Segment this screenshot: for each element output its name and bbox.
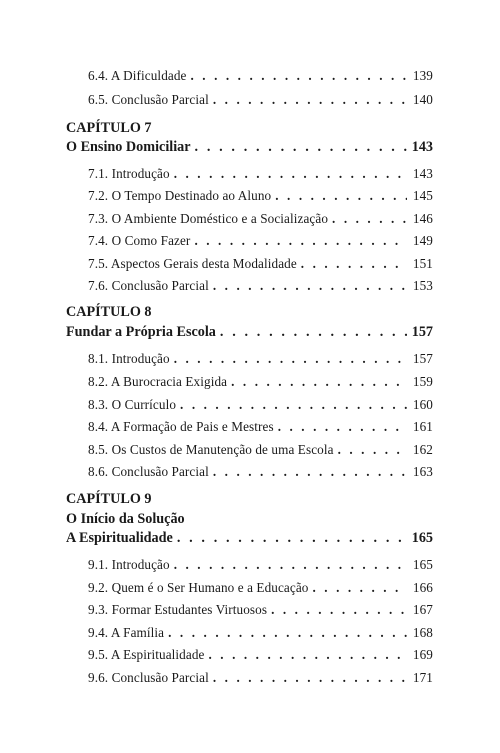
toc-entry-page: 166 — [412, 580, 433, 595]
chapter-title: A Espiritualidade — [66, 530, 173, 546]
dot-leader — [271, 602, 407, 618]
dot-leader — [174, 557, 407, 573]
toc-entry-page: 169 — [412, 647, 433, 662]
toc-entry-page: 146 — [412, 211, 433, 226]
toc-entry-label: 7.3. O Ambiente Doméstico e a Socialização — [88, 211, 329, 226]
toc-entry[interactable] — [88, 233, 433, 249]
toc-entry-page: 149 — [412, 233, 433, 248]
dot-leader — [180, 397, 407, 413]
chapter-page: 143 — [411, 139, 433, 155]
toc-entry-page: 167 — [412, 602, 433, 617]
toc-entry[interactable] — [88, 557, 433, 573]
toc-entry[interactable] — [88, 278, 433, 294]
toc-entry-page: 162 — [412, 442, 433, 457]
dot-leader — [194, 233, 407, 249]
toc-entry-page: 139 — [412, 68, 433, 83]
dot-leader — [213, 278, 407, 294]
toc-entry-label: 7.2. O Tempo Destinado ao Aluno — [88, 188, 272, 203]
chapter-title-entry[interactable] — [66, 530, 433, 547]
toc-entry-label: 8.1. Introdução — [88, 351, 170, 366]
toc-entry[interactable] — [88, 419, 433, 435]
dot-leader — [191, 68, 408, 84]
dot-leader — [220, 324, 407, 341]
dot-leader — [174, 166, 407, 182]
dot-leader — [168, 625, 407, 641]
toc-entry[interactable] — [88, 211, 433, 227]
toc-entry-label: 7.6. Conclusão Parcial — [88, 278, 209, 293]
toc-entry[interactable] — [88, 442, 433, 458]
dot-leader — [177, 530, 407, 547]
toc-entry-page: 159 — [412, 374, 433, 389]
chapter-title: O Ensino Domiciliar — [66, 139, 191, 155]
chapter-title-line: O Início da Solução — [66, 511, 185, 527]
toc-entry[interactable] — [88, 670, 433, 686]
dot-leader — [213, 670, 407, 686]
toc-entry-page: 153 — [412, 278, 433, 293]
chapter-page: 157 — [411, 324, 433, 340]
dot-leader — [332, 211, 407, 227]
toc-entry-page: 165 — [412, 557, 433, 572]
dot-leader — [312, 580, 407, 596]
toc-entry-label: 6.5. Conclusão Parcial — [88, 92, 209, 107]
chapter-heading: CAPÍTULO 8 — [66, 304, 152, 320]
toc-entry[interactable] — [88, 602, 433, 618]
toc-entry[interactable] — [88, 92, 433, 108]
dot-leader — [338, 442, 407, 458]
toc-entry[interactable] — [88, 397, 433, 413]
toc-entry-label: 7.4. O Como Fazer — [88, 233, 191, 248]
chapter-page: 165 — [411, 530, 433, 546]
toc-entry-label: 8.3. O Currículo — [88, 397, 177, 412]
toc-entry-label: 9.3. Formar Estudantes Virtuosos — [88, 602, 268, 617]
toc-entry-page: 151 — [412, 256, 433, 271]
dot-leader — [231, 374, 407, 390]
chapter-heading: CAPÍTULO 7 — [66, 120, 152, 136]
toc-entry[interactable] — [88, 188, 433, 204]
toc-entry-label: 8.2. A Burocracia Exigida — [88, 374, 228, 389]
dot-leader — [301, 256, 407, 272]
toc-entry[interactable] — [88, 647, 433, 663]
dot-leader — [174, 351, 407, 367]
chapter-heading: CAPÍTULO 9 — [66, 491, 152, 507]
toc-entry-label: 9.4. A Família — [88, 625, 165, 640]
toc-entry-page: 143 — [412, 166, 433, 181]
toc-entry-page: 171 — [412, 670, 433, 685]
dot-leader — [213, 464, 407, 480]
chapter-title-entry[interactable] — [66, 139, 433, 156]
toc-entry-page: 145 — [412, 188, 433, 203]
dot-leader — [213, 92, 407, 108]
dot-leader — [278, 419, 407, 435]
toc-entry[interactable] — [88, 464, 433, 480]
toc-entry-label: 6.4. A Dificuldade — [88, 68, 187, 83]
toc-entry-label: 8.6. Conclusão Parcial — [88, 464, 209, 479]
toc-entry-label: 9.2. Quem é o Ser Humano e a Educação — [88, 580, 309, 595]
toc-entry[interactable] — [88, 374, 433, 390]
toc-entry-label: 8.4. A Formação de Pais e Mestres — [88, 419, 274, 434]
toc-entry[interactable] — [88, 166, 433, 182]
chapter-title: Fundar a Própria Escola — [66, 324, 216, 340]
toc-entry[interactable] — [88, 351, 433, 367]
toc-entry-page: 163 — [412, 464, 433, 479]
toc-entry-page: 160 — [412, 397, 433, 412]
toc-entry[interactable] — [88, 68, 433, 84]
toc-entry-page: 157 — [412, 351, 433, 366]
chapter-title-entry[interactable] — [66, 324, 433, 341]
toc-entry-label: 7.5. Aspectos Gerais desta Modalidade — [88, 256, 297, 271]
toc-entry-label: 9.1. Introdução — [88, 557, 170, 572]
toc-entry[interactable] — [88, 256, 433, 272]
toc-entry[interactable] — [88, 625, 433, 641]
toc-entry-label: 8.5. Os Custos de Manutenção de uma Escola — [88, 442, 334, 457]
toc-entry-page: 168 — [412, 625, 433, 640]
toc-entry-page: 161 — [412, 419, 433, 434]
dot-leader — [208, 647, 407, 663]
toc-entry-label: 9.6. Conclusão Parcial — [88, 670, 209, 685]
dot-leader — [195, 139, 407, 156]
toc-entry-label: 7.1. Introdução — [88, 166, 170, 181]
toc-entry-page: 140 — [412, 92, 433, 107]
dot-leader — [275, 188, 407, 204]
toc-entry[interactable] — [88, 580, 433, 596]
toc-entry-label: 9.5. A Espiritualidade — [88, 647, 205, 662]
